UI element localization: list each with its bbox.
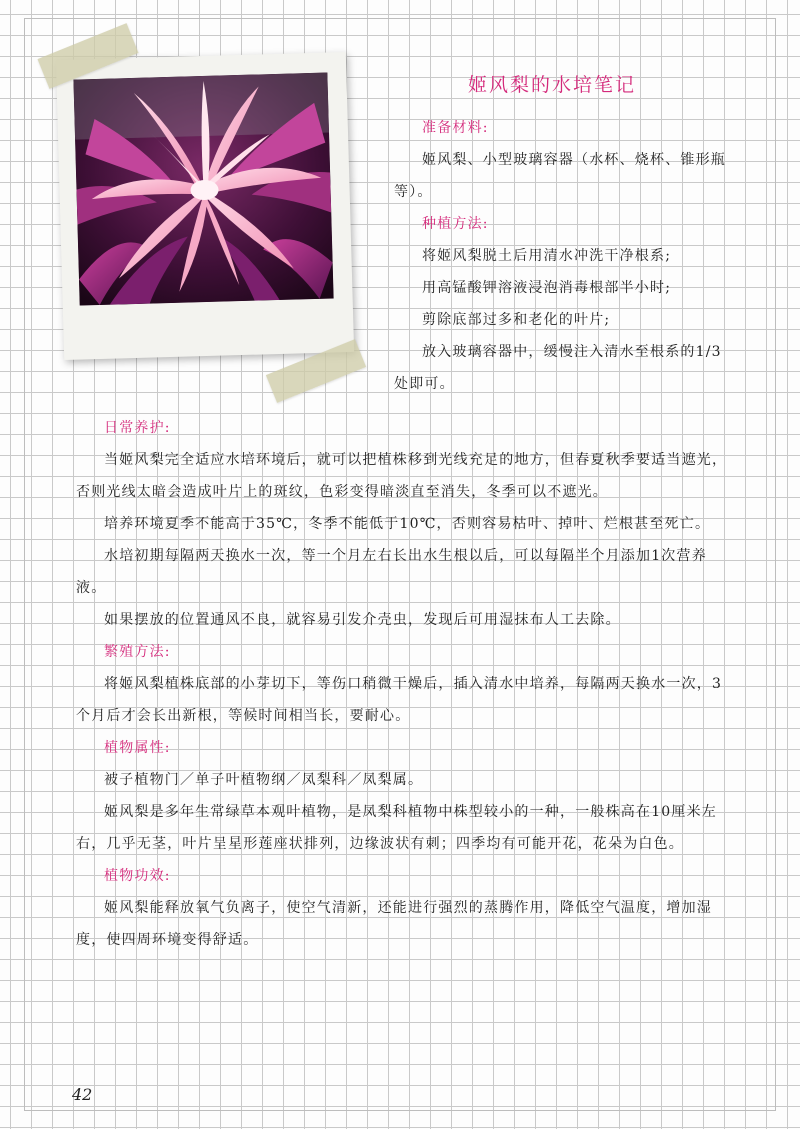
- care-paragraph: 如果摆放的位置通风不良，就容易引发介壳虫，发现后可用湿抹布人工去除。: [104, 612, 621, 628]
- benefits-heading: 植物功效:: [104, 868, 171, 884]
- prep-text: 姬风梨、小型玻璃容器（水杯、烧杯、锥形瓶等）。: [394, 152, 726, 200]
- prep-and-planting-section: [394, 112, 736, 400]
- plant-step: 将姬风梨脱土后用清水冲洗干净根系;: [422, 248, 672, 264]
- benefits-paragraph: 姬风梨能释放氧气负离子，使空气清新，还能进行强烈的蒸腾作用，降低空气温度，增加湿度，使四周环境变得舒适。: [76, 900, 712, 948]
- propagation-heading: 繁殖方法:: [104, 644, 171, 660]
- plant-step: 用高锰酸钾溶液浸泡消毒根部半小时;: [422, 280, 672, 296]
- page-title: 姬风梨的水培笔记: [468, 74, 637, 96]
- attributes-paragraph: 被子植物门／单子叶植物纲／凤梨科／凤梨属。: [104, 772, 424, 788]
- care-heading: 日常养护:: [104, 420, 171, 436]
- care-paragraph: 培养环境夏季不能高于35℃，冬季不能低于10℃，否则容易枯叶、掉叶、烂根甚至死亡。: [104, 516, 711, 532]
- polaroid-photo-frame: [56, 52, 354, 360]
- care-paragraph: 水培初期每隔两天换水一次，等一个月左右长出水生根以后，可以每隔半个月添加1次营养液。: [76, 548, 707, 596]
- plant-heading: 种植方法:: [422, 216, 489, 232]
- plant-step: 放入玻璃容器中，缓慢注入清水至根系的1/3处即可。: [394, 344, 722, 392]
- care-paragraph: 当姬风梨完全适应水培环境后，就可以把植株移到光线充足的地方，但春夏秋季要适当遮光，否则光线太暗会造成叶片上的斑纹，色彩变得暗淡直至消失，冬季可以不遮光。: [76, 452, 728, 500]
- main-text-section: [76, 412, 736, 956]
- prep-heading: 准备材料:: [422, 120, 489, 136]
- attributes-paragraph: 姬风梨是多年生常绿草本观叶植物，是凤梨科植物中株型较小的一种，一般株高在10厘米左右，几乎无茎，叶片呈星形莲座状排列，边缘波状有刺；四季均有可能开花，花朵为白色。: [76, 804, 718, 852]
- page-number: 42: [72, 1085, 93, 1104]
- plant-photo: [73, 73, 333, 306]
- attributes-heading: 植物属性:: [104, 740, 171, 756]
- plant-step: 剪除底部过多和老化的叶片;: [422, 312, 611, 328]
- propagation-paragraph: 将姬风梨植株底部的小芽切下，等伤口稍微干燥后，插入清水中培养，每隔两天换水一次，3个月后才会长出新根，等候时间相当长，要耐心。: [76, 676, 723, 724]
